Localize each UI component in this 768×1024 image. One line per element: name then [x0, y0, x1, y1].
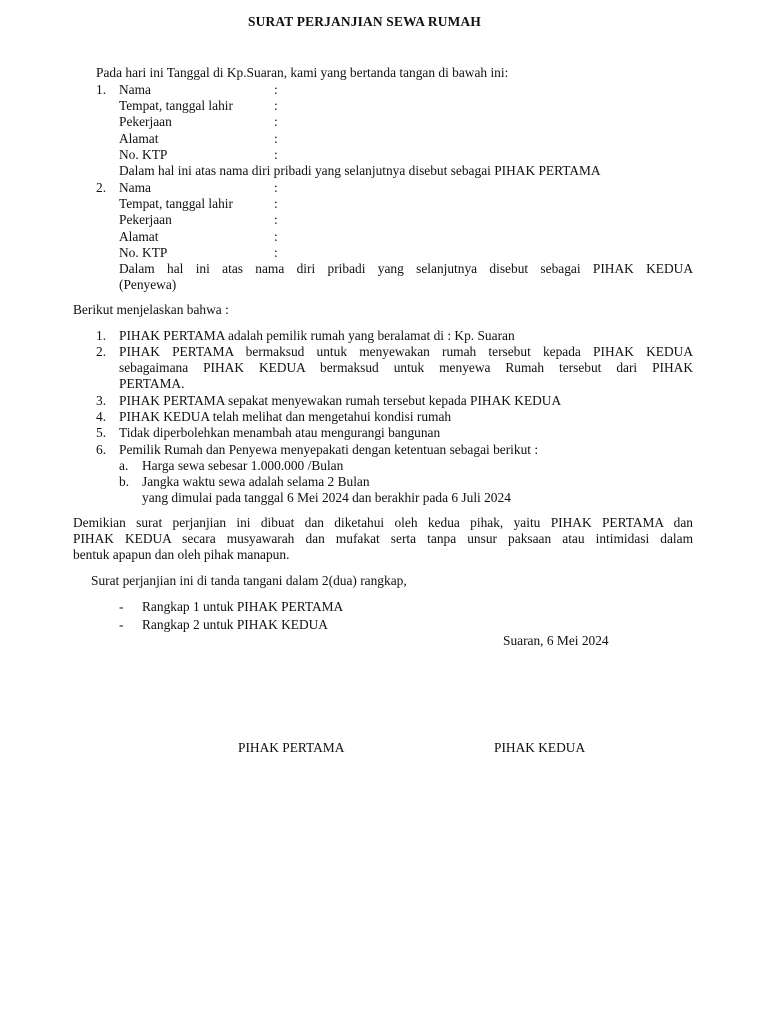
- field-colon: :: [274, 180, 278, 195]
- field-colon: :: [274, 212, 278, 227]
- clause-text: PIHAK PERTAMA sepakat menyewakan rumah tersebut kepada PIHAK KEDUA: [119, 393, 562, 408]
- field-label-pekerjaan: Pekerjaan: [119, 114, 172, 129]
- clause-number: 2.: [96, 344, 107, 359]
- copy-dash: -: [119, 617, 124, 632]
- copy-dash: -: [119, 599, 124, 614]
- clause-number: 5.: [96, 425, 107, 440]
- field-colon: :: [274, 82, 278, 97]
- field-colon: :: [274, 196, 278, 211]
- clause-text: PIHAK KEDUA telah melihat dan mengetahui kondisi rumah: [119, 409, 452, 424]
- clause-text: PERTAMA.: [119, 376, 185, 391]
- copy-item: Rangkap 1 untuk PIHAK PERTAMA: [142, 599, 344, 614]
- party-number: 1.: [96, 82, 107, 97]
- subclause-text: Jangka waktu sewa adalah selama 2 Bulan: [142, 474, 370, 489]
- signatory-first: PIHAK PERTAMA: [238, 740, 345, 755]
- closing-line: Demikian surat perjanjian ini dibuat dan diketahui oleh kedua pihak, yaitu PIHAK PERTAMA dan: [73, 515, 693, 530]
- place-date: Suaran, 6 Mei 2024: [503, 633, 609, 648]
- party-statement-line: Dalam hal ini atas nama diri pribadi yang selanjutnya disebut sebagai PIHAK KEDUA: [119, 261, 693, 276]
- intro-paragraph: Pada hari ini Tanggal di Kp.Suaran, kami yang bertanda tangan di bawah ini:: [96, 65, 509, 80]
- party-number: 2.: [96, 180, 107, 195]
- closing-line: PIHAK KEDUA secara musyawarah dan mufakat serta tanpa unsur paksaan atau intimidasi dalam: [73, 531, 693, 546]
- field-colon: :: [274, 131, 278, 146]
- field-label-alamat: Alamat: [119, 229, 159, 244]
- field-colon: :: [274, 147, 278, 162]
- field-colon: :: [274, 114, 278, 129]
- field-label-ttl: Tempat, tanggal lahir: [119, 98, 233, 113]
- field-colon: :: [274, 98, 278, 113]
- clause-text: sebagaimana PIHAK KEDUA bermaksud untuk menyewa Rumah tersebut dari PIHAK: [119, 360, 693, 375]
- clause-text: Tidak diperbolehkan menambah atau mengurangi bangunan: [119, 425, 441, 440]
- clause-number: 6.: [96, 442, 107, 457]
- clause-text: PIHAK PERTAMA adalah pemilik rumah yang beralamat di : Kp. Suaran: [119, 328, 515, 343]
- field-label-pekerjaan: Pekerjaan: [119, 212, 172, 227]
- field-label-ktp: No. KTP: [119, 245, 168, 260]
- field-label-alamat: Alamat: [119, 131, 159, 146]
- field-label-nama: Nama: [119, 82, 151, 97]
- subclause-text: Harga sewa sebesar 1.000.000 /Bulan: [142, 458, 344, 473]
- signing-note: Surat perjanjian ini di tanda tangani dalam 2(dua) rangkap,: [91, 573, 407, 588]
- clause-text: Pemilik Rumah dan Penyewa menyepakati dengan ketentuan sebagai berikut :: [119, 442, 539, 457]
- clause-number: 3.: [96, 393, 107, 408]
- field-label-ktp: No. KTP: [119, 147, 168, 162]
- copy-item: Rangkap 2 untuk PIHAK KEDUA: [142, 617, 328, 632]
- field-label-ttl: Tempat, tanggal lahir: [119, 196, 233, 211]
- field-colon: :: [274, 229, 278, 244]
- subclause-letter: b.: [119, 474, 130, 489]
- field-colon: :: [274, 245, 278, 260]
- explain-heading: Berikut menjelaskan bahwa :: [73, 302, 229, 317]
- party-statement-line: (Penyewa): [119, 277, 177, 292]
- document-title: SURAT PERJANJIAN SEWA RUMAH: [248, 14, 481, 29]
- clause-number: 4.: [96, 409, 107, 424]
- subclause-text: yang dimulai pada tanggal 6 Mei 2024 dan berakhir pada 6 Juli 2024: [142, 490, 511, 505]
- field-label-nama: Nama: [119, 180, 151, 195]
- closing-line: bentuk apapun dan oleh pihak manapun.: [73, 547, 290, 562]
- clause-text: PIHAK PERTAMA bermaksud untuk menyewakan rumah tersebut kepada PIHAK KEDUA: [119, 344, 693, 359]
- clause-number: 1.: [96, 328, 107, 343]
- party-statement: Dalam hal ini atas nama diri pribadi yang selanjutnya disebut sebagai PIHAK PERTAMA: [119, 163, 601, 178]
- subclause-letter: a.: [119, 458, 129, 473]
- signatory-second: PIHAK KEDUA: [494, 740, 586, 755]
